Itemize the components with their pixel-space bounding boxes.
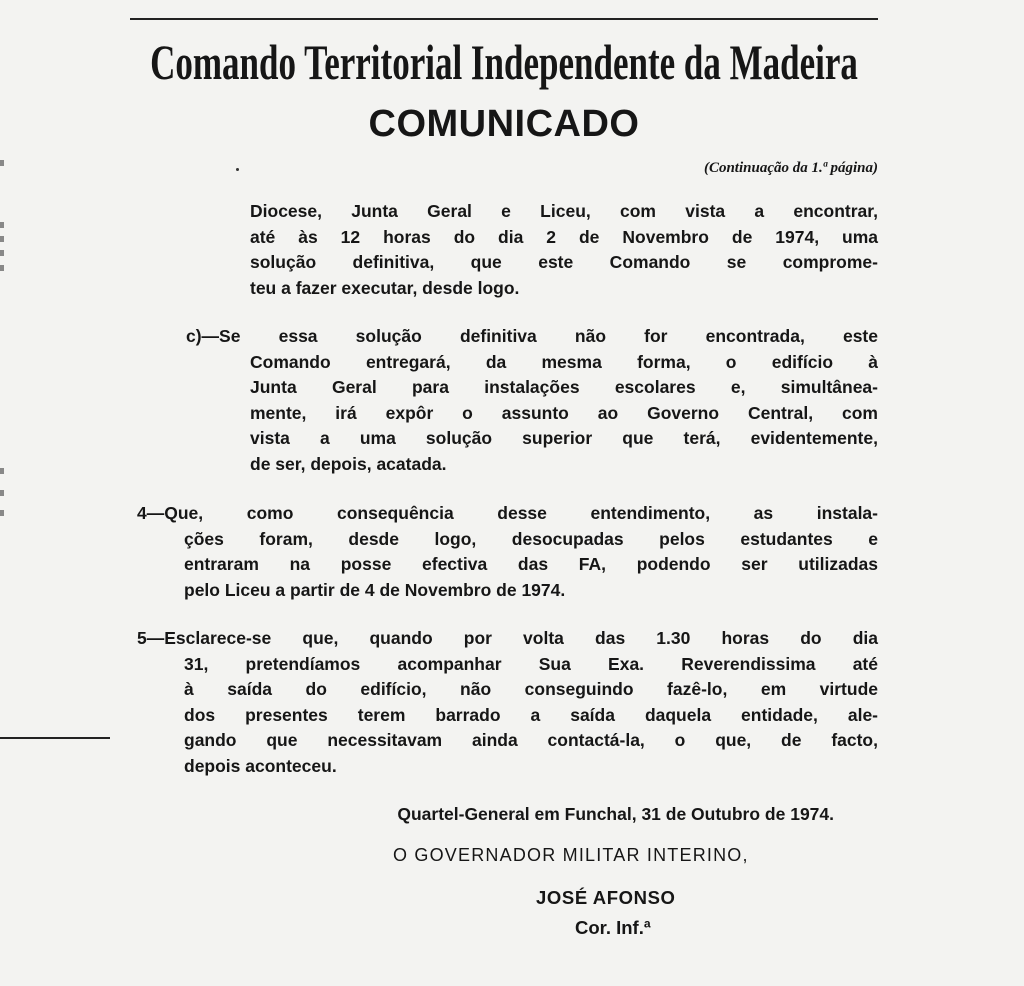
text-line: vista a uma solução superior que terá, evidentemente,: [250, 428, 878, 448]
paragraph-5: [137, 626, 878, 779]
place-and-date: Quartel-General em Funchal, 31 de Outubro de 1974.: [397, 804, 834, 824]
headline: COMUNICADO: [368, 103, 640, 145]
top-rule: [130, 18, 878, 20]
text-line: à saída do edifício, não conseguindo fazê-lo, em virtude: [184, 679, 878, 699]
text-line: c)—Se essa solução definitiva não for encontrada, este: [186, 326, 878, 346]
paragraph-4: [137, 501, 878, 603]
text-line: Comando entregará, da mesma forma, o edifício à: [250, 351, 878, 372]
text-line: solução definitiva, que este Comando se comprome-: [250, 252, 878, 272]
print-speck: [236, 168, 239, 171]
paragraph-diocese: [250, 199, 878, 301]
text-line: dos presentes terem barrado a saída daquela entidade, ale-: [184, 704, 878, 725]
masthead-container: [130, 34, 878, 94]
text-line: Junta Geral para instalações escolares e, simultânea-: [250, 377, 878, 397]
text-line: depois aconteceu.: [184, 755, 337, 776]
text-line: 4—Que, como consequência desse entendimento, as instala-: [137, 503, 878, 523]
paragraph-c: [186, 324, 878, 477]
text-line: teu a fazer executar, desde logo.: [250, 277, 520, 298]
left-column-rule: [0, 737, 110, 739]
text-line: entraram na posse efectiva das FA, podendo ser utilizadas: [184, 554, 878, 574]
continued-note: (Continuação da 1.ª página): [703, 160, 878, 176]
text-line: ções foram, desde logo, desocupadas pelos estudantes e: [184, 528, 878, 549]
text-line: pelo Liceu a partir de 4 de Novembro de 1974.: [184, 579, 566, 600]
left-edge-marks: [0, 150, 10, 530]
text-line: 31, pretendíamos acompanhar Sua Exa. Reverendissima até: [184, 653, 878, 674]
text-line: Diocese, Junta Geral e Liceu, com vista a encontrar,: [250, 201, 878, 221]
text-line: de ser, depois, acatada.: [250, 453, 447, 474]
masthead: Comando Territorial Independente da Madeira: [150, 34, 858, 90]
text-line: até às 12 horas do dia 2 de Novembro de 1974, uma: [250, 226, 878, 247]
signer-name: JOSÉ AFONSO: [536, 887, 676, 908]
signer-rank: Cor. Inf.ª: [575, 917, 651, 938]
text-line: gando que necessitavam ainda contactá-la, o que, de facto,: [184, 730, 878, 750]
text-line: 5—Esclarece-se que, quando por volta das 1.30 horas do dia: [137, 628, 878, 648]
signature-title: O GOVERNADOR MILITAR INTERINO,: [393, 845, 749, 865]
text-line: mente, irá expôr o assunto ao Governo Central, com: [250, 402, 878, 423]
